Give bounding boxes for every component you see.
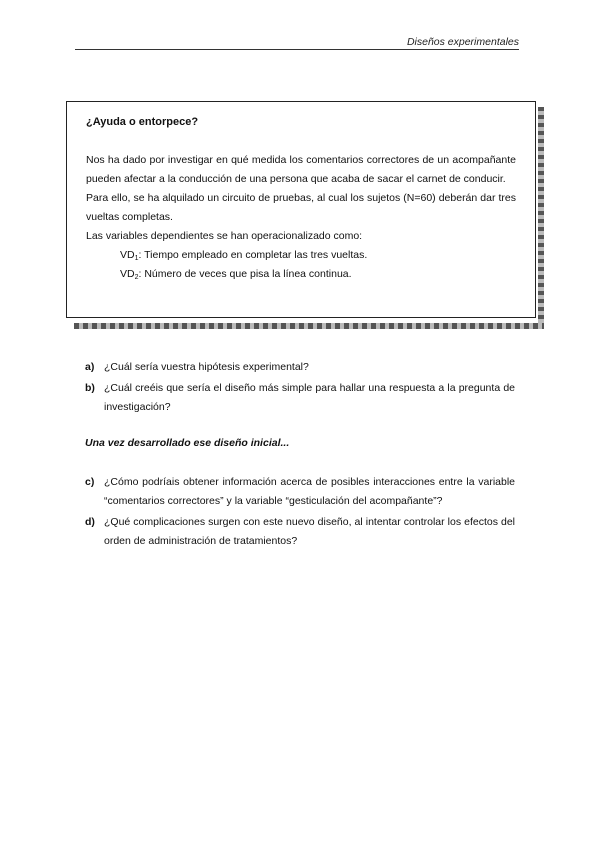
header-rule bbox=[75, 49, 519, 50]
vd2-prefix: VD bbox=[120, 268, 135, 280]
question-item-d bbox=[85, 513, 515, 551]
vd1-subscript: 1 bbox=[134, 255, 139, 262]
question-letter: a) bbox=[85, 361, 95, 373]
question-list-part-1 bbox=[85, 358, 515, 419]
question-item-b bbox=[85, 379, 515, 417]
question-text: ¿Cuál sería vuestra hipótesis experimental? bbox=[104, 361, 309, 373]
case-body bbox=[86, 151, 516, 284]
question-item-c bbox=[85, 473, 515, 511]
question-text: ¿Cuál creéis que sería el diseño más simple para hallar una respuesta a la pregunta de investigación? bbox=[104, 382, 515, 413]
running-header-title: Diseños experimentales bbox=[406, 36, 519, 48]
question-letter: b) bbox=[85, 382, 95, 394]
vd2-subscript: 2 bbox=[134, 274, 139, 281]
question-item-a bbox=[85, 358, 515, 377]
question-letter: c) bbox=[85, 476, 95, 488]
vd2-line bbox=[86, 265, 516, 284]
vd1-text: : Tiempo empleado en completar las tres vueltas. bbox=[138, 249, 368, 261]
question-letter: d) bbox=[85, 516, 95, 528]
section-subheading: Una vez desarrollado ese diseño inicial... bbox=[85, 437, 290, 449]
case-paragraph-3: Las variables dependientes se han operacionalizado como: bbox=[86, 230, 363, 242]
question-list-part-2 bbox=[85, 473, 515, 553]
vd2-text: : Número de veces que pisa la línea continua. bbox=[138, 268, 352, 280]
case-paragraph-1: Nos ha dado por investigar en qué medida los comentarios correctores de un acompañante pueden afectar a la conducción de una persona que acaba de sacar el carnet de conducir. bbox=[86, 154, 516, 185]
case-box-shadow-right bbox=[538, 107, 544, 329]
vd1-line bbox=[86, 246, 516, 265]
question-text: ¿Qué complicaciones surgen con este nuevo diseño, al intentar controlar los efectos del orden de administración de tratamientos? bbox=[104, 516, 515, 547]
case-paragraph-2: Para ello, se ha alquilado un circuito de pruebas, al cual los sujetos (N=60) deberán dar tres vueltas completas. bbox=[86, 192, 516, 223]
case-box bbox=[66, 101, 536, 318]
case-title: ¿Ayuda o entorpece? bbox=[86, 116, 199, 128]
case-box-container bbox=[66, 101, 544, 329]
question-text: ¿Cómo podríais obtener información acerca de posibles interacciones entre la variable “comentarios correctores” y la variable “gesticulación del acompañante”? bbox=[104, 476, 515, 507]
vd1-prefix: VD bbox=[120, 249, 135, 261]
case-box-shadow-bottom bbox=[74, 323, 544, 329]
